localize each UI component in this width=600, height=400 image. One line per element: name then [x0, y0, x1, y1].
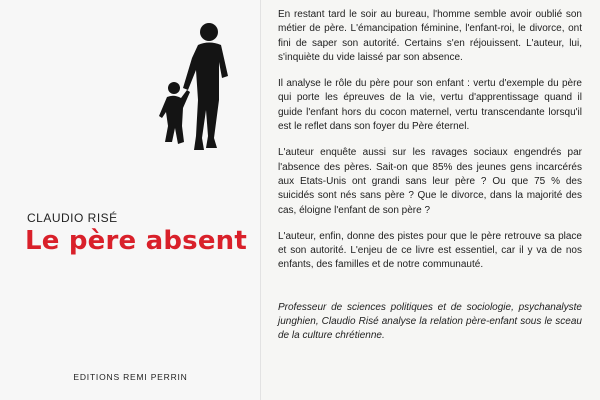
- father-child-silhouette-icon: [148, 18, 248, 158]
- back-cover-text: [278, 8, 582, 356]
- front-cover: [0, 0, 261, 400]
- blurb-paragraph-4: L'auteur, enfin, donne des pistes pour que le père retrouve sa place et son autorité. L'enjeu de ce livre est essentiel, car il y va de nos enfants, des familles et de notre communauté.: [278, 230, 582, 271]
- blurb-paragraph-3: L'auteur enquête aussi sur les ravages sociaux engendrés par l'absence des pères. Sait-on que 85% des jeunes gens incarcérés aux Etats-Unis ont grandi sans leur père ? Ou que 75 % des suicidés sont nés sans père ? Que le divorce, dans la majorité des cas, éloigne l'enfant de son père ?: [278, 147, 582, 216]
- blurb-paragraph-1: En restant tard le soir au bureau, l'homme semble avoir oublié son métier de père. L'émancipation féminine, l'enfant-roi, le divorce, ont fini de saper son autorité. Certains s'en réjouissent. L'auteur, lui, s'inquiète du vide laissé par son absence.: [278, 9, 582, 63]
- blurb-paragraph-2: Il analyse le rôle du père pour son enfant : vertu d'exemple du père qui porte les épreuves de la vie, vertu d'apprentissage quand il guide l'enfant hors du cocon maternel, vertu transcendante lorsqu'il est le reflet dans son foyer du Père éternel.: [278, 78, 582, 133]
- author-bio: Professeur de sciences politiques et de sociologie, psychanalyste junghien, Claudio Risé analyse la relation père-enfant sous le sceau de la culture chrétienne.: [278, 301, 582, 342]
- author-name: CLAUDIO RISÉ: [27, 211, 118, 225]
- book-title: Le père absent: [25, 226, 248, 256]
- publisher-name: EDITIONS REMI PERRIN: [73, 372, 188, 382]
